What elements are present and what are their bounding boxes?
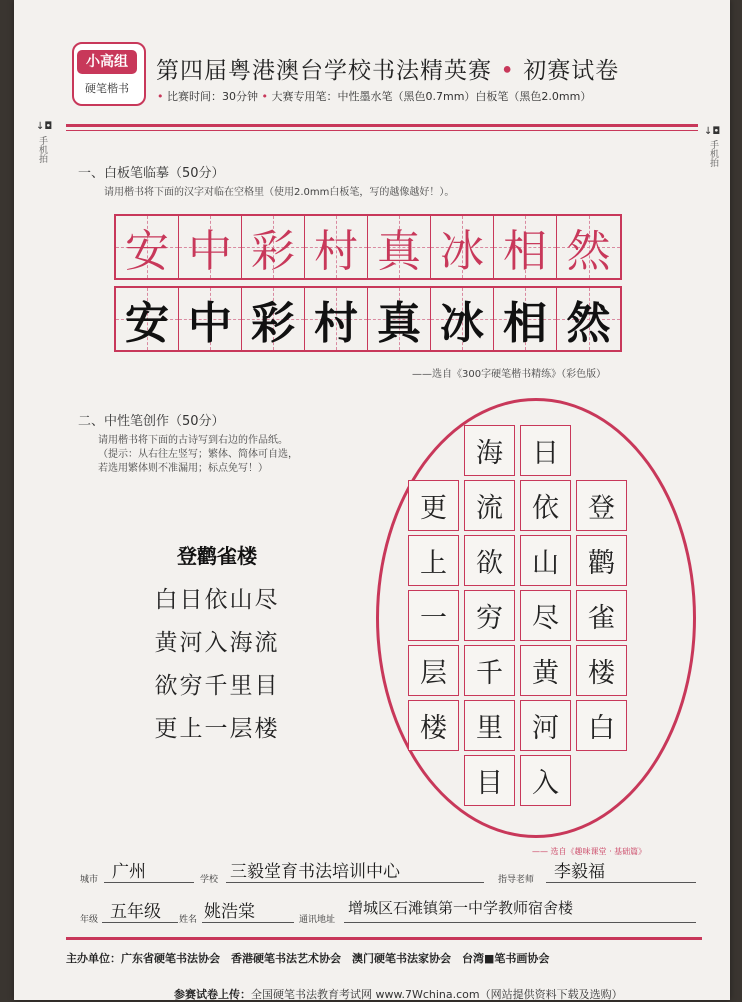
group-badge (72, 42, 146, 106)
copied-char: 村 (314, 298, 358, 349)
work-cell[interactable]: 日 (520, 425, 571, 476)
left-margin-note: 手机拍 (37, 136, 47, 163)
poem-line: 更上一层楼 (154, 716, 280, 742)
address-label: 通讯地址 (299, 915, 336, 925)
school-label: 学校 (200, 875, 219, 885)
address-underline (344, 922, 696, 923)
work-cell[interactable]: 黄 (520, 645, 571, 696)
city-underline (104, 882, 194, 883)
work-cell[interactable]: 楼 (408, 700, 459, 751)
desc-line: 请用楷书将下面的古诗写到右边的作品纸。 (98, 435, 288, 446)
model-char: 安 (125, 226, 169, 277)
copy-grid-row (114, 286, 622, 352)
poem-reference (122, 540, 312, 751)
camera-icon: ↓◘ (704, 126, 721, 137)
grade-field[interactable]: 五年级 (110, 902, 161, 922)
model-cell (305, 216, 368, 278)
title-tail: 初赛试卷 (523, 58, 620, 84)
copy-cell[interactable] (179, 288, 242, 350)
copied-char: 然 (566, 298, 611, 349)
section2-title: 中性笔创作（50分） (104, 414, 225, 429)
footer-rule (66, 937, 702, 940)
work-cell[interactable]: 山 (520, 535, 571, 586)
model-cell (557, 216, 620, 278)
poem-line: 白日依山尽 (154, 587, 280, 613)
copied-char: 中 (188, 298, 232, 349)
section2-desc (98, 434, 298, 476)
copy-cell[interactable] (242, 288, 305, 350)
grade-underline (102, 922, 178, 923)
bullet-icon: • (157, 90, 164, 103)
poem-line: 欲穷千里目 (154, 673, 280, 699)
model-cell (368, 216, 431, 278)
section1-source: ——选自《300字硬笔楷书精练》（彩色版） (412, 369, 607, 380)
model-cell (494, 216, 557, 278)
copy-cell[interactable] (557, 288, 620, 350)
work-cell[interactable]: 层 (408, 645, 459, 696)
work-cell[interactable]: 海 (464, 425, 515, 476)
poem-title: 登鹳雀楼 (177, 544, 257, 568)
work-cell[interactable]: 尽 (520, 590, 571, 641)
model-char: 然 (566, 226, 611, 277)
section1-title: 白板笔临摹（50分） (104, 166, 225, 181)
bullet-icon: • (261, 90, 268, 103)
model-char: 相 (503, 226, 547, 277)
work-cell[interactable]: 依 (520, 480, 571, 531)
page-title (156, 52, 619, 85)
exam-paper (14, 0, 730, 1000)
copy-cell[interactable] (368, 288, 431, 350)
work-cell[interactable]: 里 (464, 700, 515, 751)
desc-line: 若选用繁体则不准漏用；标点免写！） (98, 463, 268, 474)
pen-label: 大赛专用笔：中性墨水笔（黑色0.7mm）白板笔（黑色2.0mm） (271, 90, 592, 103)
copied-char: 相 (503, 298, 547, 349)
section1-number: 一、 (78, 166, 105, 181)
model-cell (431, 216, 494, 278)
section1-desc: 请用楷书将下面的汉字对临在空格里（使用2.0mm白板笔，写的越像越好！）。 (104, 187, 455, 198)
copy-cell[interactable] (431, 288, 494, 350)
header-rule-thin (66, 130, 698, 131)
model-char: 中 (188, 226, 232, 277)
model-char: 村 (314, 226, 358, 277)
section2-number: 二、 (78, 414, 105, 429)
section2-heading (78, 410, 225, 429)
work-cell[interactable]: 登 (576, 480, 627, 531)
model-char: 真 (377, 226, 421, 277)
school-field[interactable]: 三毅堂育书法培训中心 (230, 862, 400, 882)
work-cell[interactable]: 上 (408, 535, 459, 586)
city-label: 城市 (80, 875, 99, 885)
grade-label: 年级 (80, 915, 99, 925)
work-cell[interactable]: 一 (408, 590, 459, 641)
title-dot: • (500, 58, 515, 84)
work-cell[interactable]: 千 (464, 645, 515, 696)
model-cell (242, 216, 305, 278)
copied-char: 冰 (440, 298, 484, 349)
teacher-field[interactable]: 李毅福 (554, 862, 605, 882)
time-label: 比赛时间：30分钟 (167, 90, 258, 103)
work-cell[interactable]: 流 (464, 480, 515, 531)
model-char: 彩 (251, 226, 295, 277)
work-cell[interactable]: 穷 (464, 590, 515, 641)
model-grid-row (114, 214, 622, 280)
right-margin-note: 手机拍 (708, 140, 718, 167)
address-field[interactable]: 增城区石滩镇第一中学教师宿舍楼 (348, 899, 574, 917)
desc-line: （提示：从右往左竖写；繁体、简体可自选， (98, 449, 298, 460)
copied-char: 安 (125, 298, 169, 349)
model-cell (116, 216, 179, 278)
section1-heading (78, 162, 225, 181)
work-cell[interactable]: 更 (408, 480, 459, 531)
model-cell (179, 216, 242, 278)
teacher-label: 指导老师 (498, 875, 535, 885)
copied-char: 彩 (251, 298, 295, 349)
camera-icon: ↓◘ (36, 121, 53, 132)
header-rule (66, 124, 698, 127)
work-cell[interactable]: 鹳 (576, 535, 627, 586)
copy-cell[interactable] (305, 288, 368, 350)
name-underline (202, 922, 294, 923)
footer-text: 全国硬笔书法教育考试网 www.7Wchina.com（网站提供资料下载及选购） (251, 988, 623, 1001)
badge-bottom: 硬笔楷书 (85, 82, 129, 95)
organizers: 主办单位：广东省硬笔书法协会 香港硬笔书法艺术协会 澳门硬笔书法家协会 台湾■笔书画协会 (66, 952, 550, 965)
copy-cell[interactable] (116, 288, 179, 350)
teacher-underline (546, 882, 696, 883)
name-field[interactable]: 姚浩棠 (204, 902, 255, 922)
work-cell[interactable]: 目 (464, 755, 515, 806)
work-cell[interactable]: 入 (520, 755, 571, 806)
work-cell[interactable]: 雀 (576, 590, 627, 641)
copy-cell[interactable] (494, 288, 557, 350)
school-underline (226, 882, 484, 883)
poem-line: 黄河入海流 (154, 630, 280, 656)
work-cell[interactable]: 河 (520, 700, 571, 751)
work-cell[interactable]: 欲 (464, 535, 515, 586)
badge-top: 小高组 (77, 50, 137, 74)
work-cell[interactable]: 楼 (576, 645, 627, 696)
city-field[interactable]: 广州 (112, 862, 146, 882)
section2-source: —— 选自《趣味课堂 · 基础篇》 (532, 847, 647, 856)
copied-char: 真 (377, 298, 421, 349)
work-cell[interactable]: 白 (576, 700, 627, 751)
name-label: 姓名 (179, 915, 198, 925)
model-char: 冰 (440, 226, 484, 277)
footer-label: 参赛试卷上传： (174, 988, 251, 1001)
title-main: 第四届粤港澳台学校书法精英赛 (156, 58, 492, 84)
exam-info (157, 88, 591, 104)
